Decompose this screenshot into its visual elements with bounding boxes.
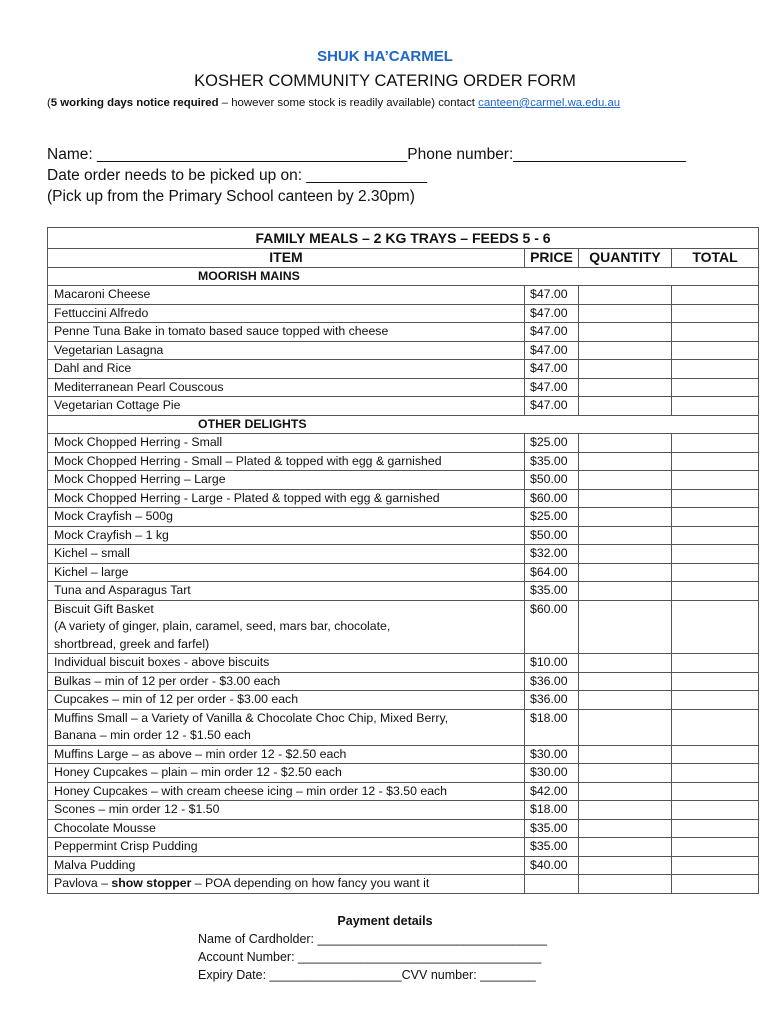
quantity-cell[interactable] bbox=[579, 545, 672, 564]
item-price: $40.00 bbox=[525, 856, 579, 875]
total-cell[interactable] bbox=[672, 360, 759, 379]
pavlova-highlight: show stopper bbox=[111, 876, 192, 890]
item-price: $35.00 bbox=[525, 819, 579, 838]
total-cell[interactable] bbox=[672, 545, 759, 564]
table-row bbox=[48, 691, 759, 710]
item-name: Mock Crayfish – 1 kg bbox=[48, 526, 525, 545]
notice-bold: 5 working days notice required bbox=[50, 97, 219, 109]
table-row bbox=[48, 600, 759, 654]
payment-title: Payment details bbox=[337, 914, 433, 928]
table-row bbox=[48, 709, 759, 745]
pavlova-prefix: Pavlova – bbox=[54, 876, 112, 890]
total-cell[interactable] bbox=[672, 526, 759, 545]
quantity-cell[interactable] bbox=[579, 341, 672, 360]
item-name bbox=[48, 709, 525, 745]
quantity-cell[interactable] bbox=[579, 801, 672, 820]
total-cell[interactable] bbox=[672, 471, 759, 490]
item-name: Scones – min order 12 - $1.50 bbox=[48, 801, 525, 820]
table-row bbox=[48, 838, 759, 857]
item-price: $47.00 bbox=[525, 360, 579, 379]
section-row bbox=[48, 415, 759, 434]
table-row bbox=[48, 526, 759, 545]
col-quantity-header: QUANTITY bbox=[579, 249, 672, 268]
quantity-cell[interactable] bbox=[579, 360, 672, 379]
item-name: Honey Cupcakes – plain – min order 12 - $2.50 each bbox=[48, 764, 525, 783]
item-name: Individual biscuit boxes - above biscuits bbox=[48, 654, 525, 673]
form-title: KOSHER COMMUNITY CATERING ORDER FORM bbox=[194, 72, 576, 90]
quantity-cell[interactable] bbox=[579, 764, 672, 783]
table-row bbox=[48, 434, 759, 453]
item-price: $35.00 bbox=[525, 452, 579, 471]
table-row bbox=[48, 563, 759, 582]
item-price: $35.00 bbox=[525, 582, 579, 601]
quantity-cell[interactable] bbox=[579, 397, 672, 416]
total-cell[interactable] bbox=[672, 286, 759, 305]
notice-line bbox=[47, 97, 620, 109]
total-cell[interactable] bbox=[672, 764, 759, 783]
item-price bbox=[525, 875, 579, 894]
total-cell[interactable] bbox=[672, 745, 759, 764]
quantity-cell[interactable] bbox=[579, 378, 672, 397]
quantity-cell[interactable] bbox=[579, 508, 672, 527]
total-cell[interactable] bbox=[672, 819, 759, 838]
quantity-cell[interactable] bbox=[579, 582, 672, 601]
notice-open: ( bbox=[47, 97, 51, 109]
expiry-cvv-field[interactable]: Expiry Date: ___________________CVV number: ________ bbox=[198, 968, 536, 982]
section-heading: MOORISH MAINS bbox=[48, 267, 759, 286]
quantity-cell[interactable] bbox=[579, 452, 672, 471]
total-cell[interactable] bbox=[672, 563, 759, 582]
table-row bbox=[48, 397, 759, 416]
item-name: Fettuccini Alfredo bbox=[48, 304, 525, 323]
quantity-cell[interactable] bbox=[579, 672, 672, 691]
item-name: Mock Chopped Herring - Small bbox=[48, 434, 525, 453]
item-name: Macaroni Cheese bbox=[48, 286, 525, 305]
total-cell[interactable] bbox=[672, 672, 759, 691]
item-name: Muffins Large – as above – min order 12 - $2.50 each bbox=[48, 745, 525, 764]
item-name: Mock Chopped Herring - Small – Plated & topped with egg & garnished bbox=[48, 452, 525, 471]
table-row bbox=[48, 764, 759, 783]
table-row bbox=[48, 286, 759, 305]
item-name-line: (A variety of ginger, plain, caramel, seed, mars bar, chocolate, bbox=[54, 619, 391, 633]
total-cell[interactable] bbox=[672, 341, 759, 360]
pickup-date-line[interactable]: Date order needs to be picked up on: ______________ bbox=[47, 167, 428, 184]
item-price: $60.00 bbox=[525, 489, 579, 508]
table-row bbox=[48, 378, 759, 397]
table-row bbox=[48, 654, 759, 673]
item-price: $25.00 bbox=[525, 508, 579, 527]
col-price-header: PRICE bbox=[525, 249, 579, 268]
item-name: Vegetarian Cottage Pie bbox=[48, 397, 525, 416]
item-name: Kichel – small bbox=[48, 545, 525, 564]
item-name bbox=[48, 875, 525, 894]
item-price: $47.00 bbox=[525, 341, 579, 360]
account-number-field[interactable]: Account Number: ___________________________________ bbox=[198, 950, 542, 964]
item-name-line: shortbread, greek and farfel) bbox=[54, 636, 210, 651]
item-name: Cupcakes – min of 12 per order - $3.00 each bbox=[48, 691, 525, 710]
item-name: Mock Chopped Herring - Large - Plated & topped with egg & garnished bbox=[48, 489, 525, 508]
item-name: Chocolate Mousse bbox=[48, 819, 525, 838]
total-cell[interactable] bbox=[672, 323, 759, 342]
pickup-note: (Pick up from the Primary School canteen by 2.30pm) bbox=[47, 188, 415, 205]
item-price: $25.00 bbox=[525, 434, 579, 453]
item-price: $47.00 bbox=[525, 323, 579, 342]
quantity-cell[interactable] bbox=[579, 563, 672, 582]
item-price: $18.00 bbox=[525, 801, 579, 820]
total-cell[interactable] bbox=[672, 654, 759, 673]
quantity-cell[interactable] bbox=[579, 819, 672, 838]
item-name: Vegetarian Lasagna bbox=[48, 341, 525, 360]
table-row bbox=[48, 471, 759, 490]
col-item-header: ITEM bbox=[48, 249, 525, 268]
item-name bbox=[48, 600, 525, 654]
name-phone-line[interactable]: Name: ____________________________________Phone number:____________________ bbox=[47, 146, 686, 163]
item-price: $35.00 bbox=[525, 838, 579, 857]
table-row bbox=[48, 304, 759, 323]
item-price: $30.00 bbox=[525, 764, 579, 783]
item-price: $50.00 bbox=[525, 526, 579, 545]
total-cell[interactable] bbox=[672, 397, 759, 416]
table-header-row bbox=[48, 249, 759, 268]
total-cell[interactable] bbox=[672, 489, 759, 508]
total-cell[interactable] bbox=[672, 691, 759, 710]
item-name: Penne Tuna Bake in tomato based sauce topped with cheese bbox=[48, 323, 525, 342]
item-price: $47.00 bbox=[525, 397, 579, 416]
total-cell[interactable] bbox=[672, 838, 759, 857]
table-row bbox=[48, 508, 759, 527]
item-name: Dahl and Rice bbox=[48, 360, 525, 379]
item-name-line: Biscuit Gift Basket bbox=[54, 601, 154, 616]
quantity-cell[interactable] bbox=[579, 600, 672, 654]
notice-rest: – however some stock is readily available) contact bbox=[218, 97, 479, 109]
item-price: $30.00 bbox=[525, 745, 579, 764]
item-name: Kichel – large bbox=[48, 563, 525, 582]
quantity-cell[interactable] bbox=[579, 471, 672, 490]
table-row bbox=[48, 672, 759, 691]
total-cell[interactable] bbox=[672, 782, 759, 801]
quantity-cell[interactable] bbox=[579, 838, 672, 857]
quantity-cell[interactable] bbox=[579, 654, 672, 673]
item-price: $47.00 bbox=[525, 304, 579, 323]
quantity-cell[interactable] bbox=[579, 434, 672, 453]
total-cell[interactable] bbox=[672, 582, 759, 601]
section-row bbox=[48, 267, 759, 286]
table-row bbox=[48, 360, 759, 379]
table-row bbox=[48, 856, 759, 875]
item-name: Bulkas – min of 12 per order - $3.00 each bbox=[48, 672, 525, 691]
item-name: Honey Cupcakes – with cream cheese icing – min order 12 - $3.50 each bbox=[48, 782, 525, 801]
quantity-cell[interactable] bbox=[579, 304, 672, 323]
item-name-line: Banana – min order 12 - $1.50 each bbox=[54, 728, 251, 742]
table-row bbox=[48, 745, 759, 764]
item-price: $47.00 bbox=[525, 378, 579, 397]
item-price: $64.00 bbox=[525, 563, 579, 582]
item-name: Malva Pudding bbox=[48, 856, 525, 875]
total-cell[interactable] bbox=[672, 508, 759, 527]
table-row bbox=[48, 452, 759, 471]
quantity-cell[interactable] bbox=[579, 745, 672, 764]
table-row bbox=[48, 782, 759, 801]
quantity-cell[interactable] bbox=[579, 782, 672, 801]
item-price: $50.00 bbox=[525, 471, 579, 490]
item-price: $32.00 bbox=[525, 545, 579, 564]
total-cell[interactable] bbox=[672, 856, 759, 875]
contact-email-link[interactable]: canteen@carmel.wa.edu.au bbox=[478, 97, 621, 109]
page-title: SHUK HA’CARMEL bbox=[317, 48, 453, 65]
item-name: Tuna and Asparagus Tart bbox=[48, 582, 525, 601]
total-cell[interactable] bbox=[672, 378, 759, 397]
table-title: FAMILY MEALS – 2 KG TRAYS – FEEDS 5 - 6 bbox=[48, 228, 759, 249]
total-cell[interactable] bbox=[672, 304, 759, 323]
quantity-cell[interactable] bbox=[579, 323, 672, 342]
table-row bbox=[48, 323, 759, 342]
quantity-cell[interactable] bbox=[579, 526, 672, 545]
total-cell[interactable] bbox=[672, 709, 759, 745]
item-name: Mock Crayfish – 500g bbox=[48, 508, 525, 527]
table-row bbox=[48, 801, 759, 820]
quantity-cell[interactable] bbox=[579, 856, 672, 875]
table-row bbox=[48, 875, 759, 894]
item-price: $42.00 bbox=[525, 782, 579, 801]
table-row bbox=[48, 582, 759, 601]
order-table bbox=[47, 227, 759, 894]
table-row bbox=[48, 819, 759, 838]
item-price: $47.00 bbox=[525, 286, 579, 305]
total-cell[interactable] bbox=[672, 452, 759, 471]
quantity-cell[interactable] bbox=[579, 709, 672, 745]
item-name-line: Muffins Small – a Variety of Vanilla & Chocolate Choc Chip, Mixed Berry, bbox=[54, 710, 449, 725]
item-price: $10.00 bbox=[525, 654, 579, 673]
table-row bbox=[48, 489, 759, 508]
table-title-row bbox=[48, 228, 759, 249]
total-cell[interactable] bbox=[672, 801, 759, 820]
total-cell[interactable] bbox=[672, 434, 759, 453]
table-row bbox=[48, 545, 759, 564]
total-cell[interactable] bbox=[672, 875, 759, 894]
item-price: $36.00 bbox=[525, 672, 579, 691]
item-name: Peppermint Crisp Pudding bbox=[48, 838, 525, 857]
table-row bbox=[48, 341, 759, 360]
item-name: Mock Chopped Herring – Large bbox=[48, 471, 525, 490]
quantity-cell[interactable] bbox=[579, 489, 672, 508]
quantity-cell[interactable] bbox=[579, 286, 672, 305]
item-price: $36.00 bbox=[525, 691, 579, 710]
total-cell[interactable] bbox=[672, 600, 759, 654]
cardholder-field[interactable]: Name of Cardholder: _________________________________ bbox=[198, 932, 547, 946]
col-total-header: TOTAL bbox=[672, 249, 759, 268]
item-name: Mediterranean Pearl Couscous bbox=[48, 378, 525, 397]
item-price: $18.00 bbox=[525, 709, 579, 745]
quantity-cell[interactable] bbox=[579, 691, 672, 710]
quantity-cell[interactable] bbox=[579, 875, 672, 894]
item-price: $60.00 bbox=[525, 600, 579, 654]
section-heading: OTHER DELIGHTS bbox=[48, 415, 759, 434]
pavlova-suffix: – POA depending on how fancy you want it bbox=[191, 876, 430, 890]
